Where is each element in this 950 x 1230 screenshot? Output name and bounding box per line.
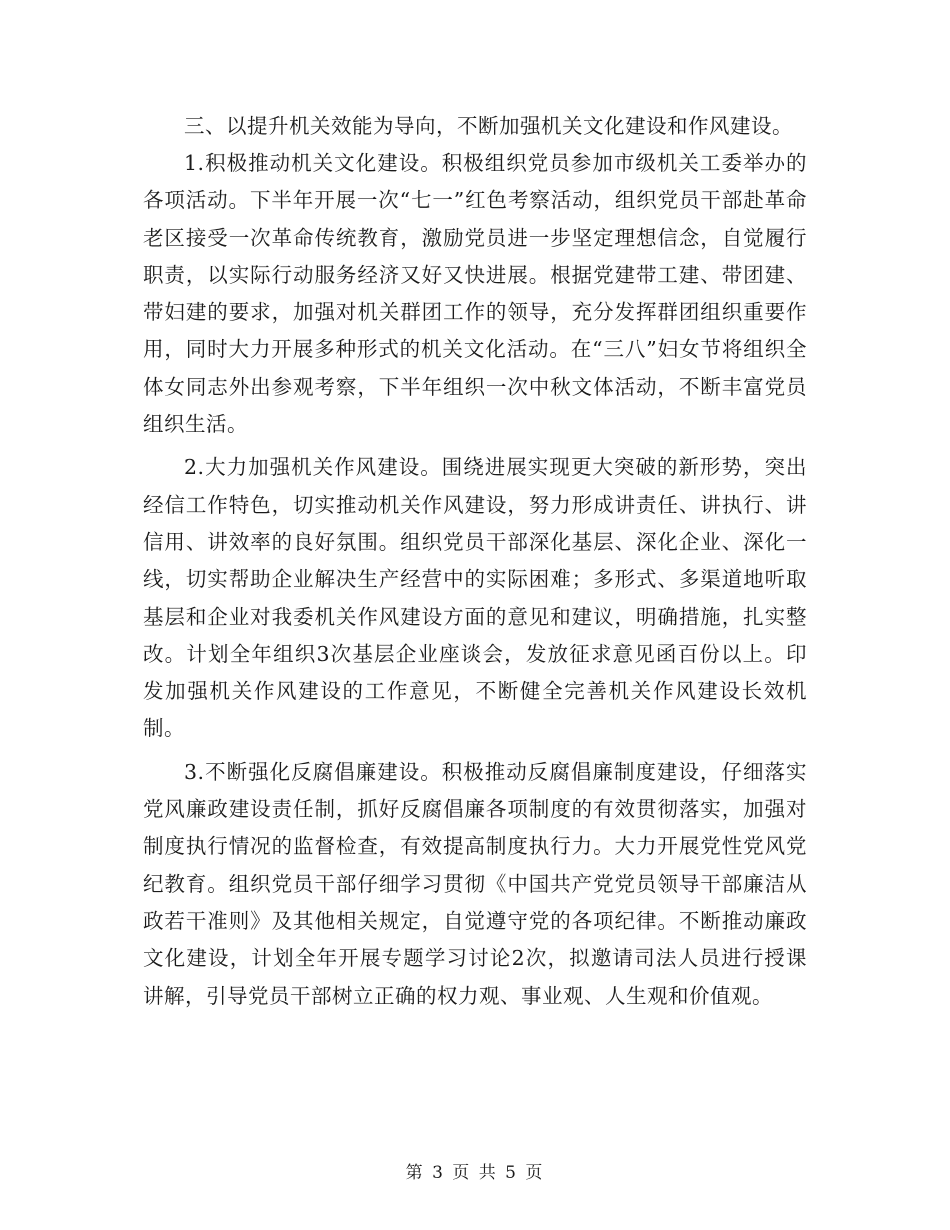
page-number-footer: 第 3 页 共 5 页 bbox=[405, 1163, 545, 1183]
paragraph-work-style: 2.大力加强机关作风建设。围绕进展实现更大突破的新形势，突出经信工作特色，切实推动机关作风建设，努力形成讲责任、讲执行、讲信用、讲效率的良好氛围。组织党员干部深化基层、深化企业、深化一线，切实帮助企业解决生产经营中的实际困难；多形式、多渠道地听取基层和企业对我委机关作风建设方面的意见和建议，明确措施，扎实整改。计划全年组织3次基层企业座谈会，发放征求意见函百份以上。印发加强机关作风建设的工作意见，不断健全完善机关作风建设长效机制。 bbox=[143, 455, 807, 741]
document-body bbox=[143, 108, 807, 1021]
paragraph-culture: 1.积极推动机关文化建设。积极组织党员参加市级机关工委举办的各项活动。下半年开展一次“七一”红色考察活动，组织党员干部赴革命老区接受一次革命传统教育，激励党员进一步坚定理想信念，自觉履行职责，以实际行动服务经济又好又快进展。根据党建带工建、带团建、带妇建的要求，加强对机关群团工作的领导，充分发挥群团组织重要作用，同时大力开展多种形式的机关文化活动。在“三八”妇女节将组织全体女同志外出参观考察，下半年组织一次中秋文体活动，不断丰富党员组织生活。 bbox=[143, 151, 807, 437]
paragraph-anti-corruption: 3.不断强化反腐倡廉建设。积极推动反腐倡廉制度建设，仔细落实党风廉政建设责任制，抓好反腐倡廉各项制度的有效贯彻落实，加强对制度执行情况的监督检查，有效提高制度执行力。大力开展党性党风党纪教育。组织党员干部仔细学习贯彻《中国共产党党员领导干部廉洁从政若干准则》及其他相关规定，自觉遵守党的各项纪律。不断推动廉政文化建设，计划全年开展专题学习讨论2次，拟邀请司法人员进行授课讲解，引导党员干部树立正确的权力观、事业观、人生观和价值观。 bbox=[143, 759, 807, 1008]
section-heading: 三、以提升机关效能为导向，不断加强机关文化建设和作风建设。 bbox=[184, 114, 793, 138]
